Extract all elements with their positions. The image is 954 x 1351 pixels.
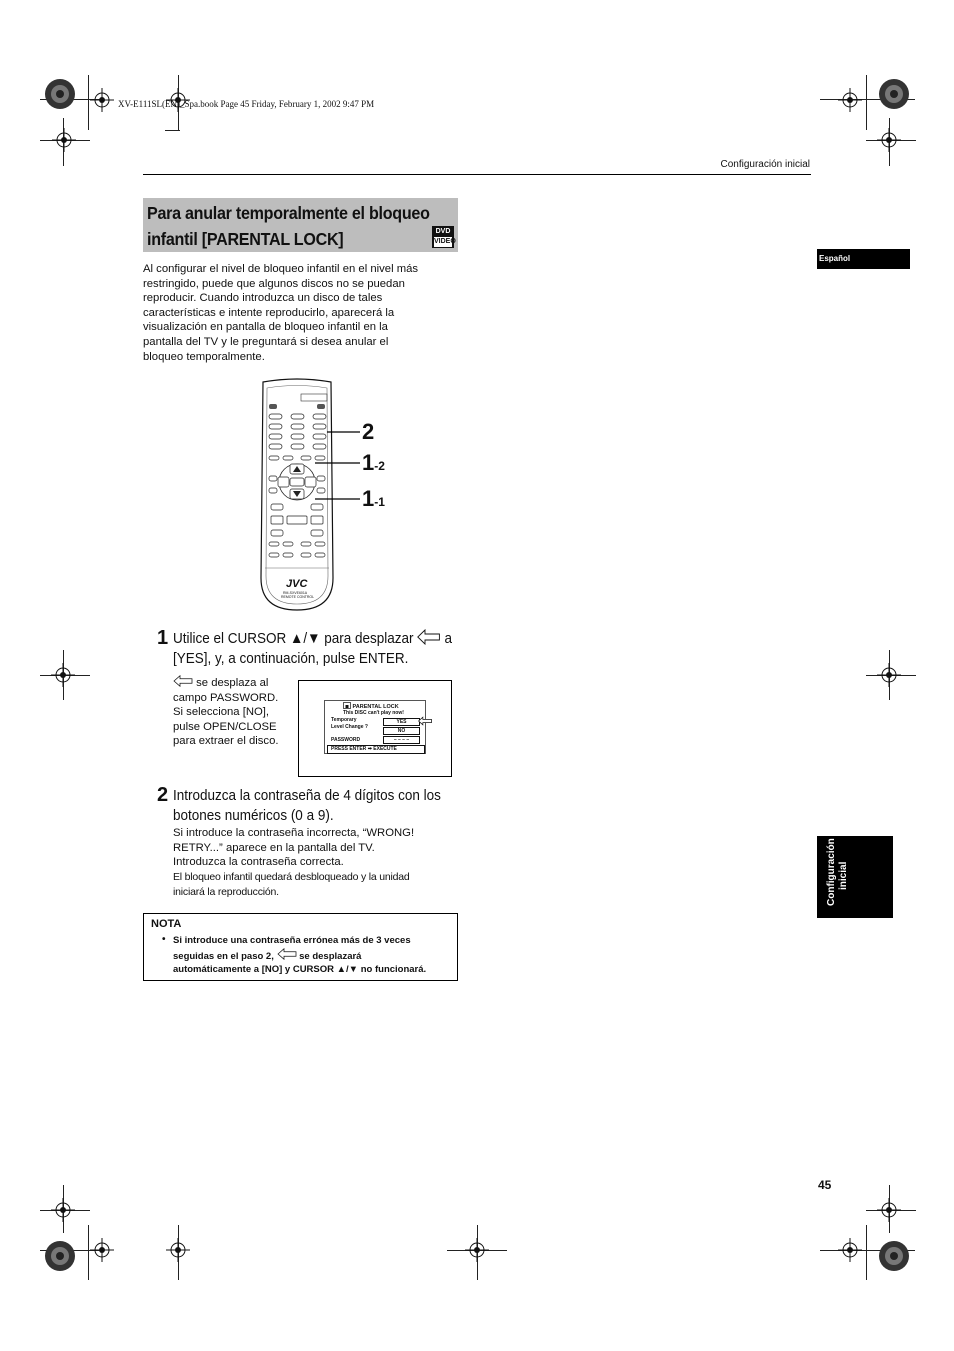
osd-arrow-icon: ➡ xyxy=(367,746,372,752)
callout-step-1-1: 1-1 xyxy=(362,486,385,511)
registration-target-icon xyxy=(51,1198,75,1222)
remote-brand-logo: JVC xyxy=(286,578,308,590)
note-text: Si introduce una contraseña errónea más de 3 veces seguidas en el paso 2, se desplazará automáticamente a [NO] y CURSOR ▲/▼ no funcionará. xyxy=(173,935,427,976)
registration-target-icon xyxy=(90,88,114,112)
intro-line: reproducir. Cuando introduzca un disco de tales xyxy=(143,292,383,305)
step-1-title-part-a: Utilice el CURSOR ▲/▼ para desplazar xyxy=(173,630,414,647)
osd-password-label: PASSWORD xyxy=(331,737,361,743)
registration-target-icon xyxy=(838,1238,862,1262)
registration-star-icon xyxy=(44,78,76,110)
osd-yes-option: YES xyxy=(383,718,420,726)
dvd-video-badge-icon xyxy=(432,226,454,248)
badge-bottom: VIDEO xyxy=(434,238,456,245)
remote-model-line-2: REMOTE CONTROL xyxy=(281,595,315,599)
intro-line: pantalla del TV y le preguntará si desea anular el xyxy=(143,335,389,348)
osd-header xyxy=(343,702,399,710)
step-1-number: 1 xyxy=(157,627,169,649)
intro-line: visualización en pantalla de bloqueo infantil en la xyxy=(143,321,388,334)
intro-line: características e intente reproducirlo, aparecerá la xyxy=(143,306,395,319)
arrow-left-icon xyxy=(277,948,297,960)
registration-target-icon xyxy=(838,88,862,112)
callout-leaders xyxy=(315,420,365,510)
section-title xyxy=(147,200,432,252)
registration-target-icon xyxy=(877,663,901,687)
language-tab: Español xyxy=(817,249,910,269)
registration-target-icon xyxy=(877,128,901,152)
lock-icon xyxy=(343,702,351,709)
section-tab-line-1: Configuración xyxy=(826,838,837,906)
section-tab-line-2: inicial xyxy=(838,861,849,891)
registration-star-icon xyxy=(878,78,910,110)
registration-target-icon xyxy=(877,1198,901,1222)
section-tab-label xyxy=(826,838,850,906)
step-2-number: 2 xyxy=(157,784,169,806)
osd-header-text: PARENTAL LOCK xyxy=(352,704,399,710)
badge-top: DVD xyxy=(435,228,451,235)
step-1-title xyxy=(173,629,461,669)
intro-line: restringido, puede que algunos discos no se puedan xyxy=(143,277,405,290)
header-rule xyxy=(143,174,811,175)
intro-paragraph xyxy=(143,262,461,364)
title-line-2: infantil [PARENTAL LOCK] xyxy=(147,229,344,249)
step-2-body: Si introduce la contraseña incorrecta, “WRONG! RETRY...” aparece en la pantalla del TV. Introduzca la contraseña correcta. xyxy=(173,827,415,869)
remote-model-line-1: RM-SXVE601A xyxy=(283,591,308,595)
parental-lock-osd xyxy=(324,700,426,754)
registration-star-icon xyxy=(878,1240,910,1272)
step-2-title: Introduzca la contraseña de 4 dígitos con los botones numéricos (0 a 9). xyxy=(173,787,441,824)
registration-target-icon xyxy=(166,1238,190,1262)
note-label: NOTA xyxy=(151,918,182,930)
registration-star-icon xyxy=(44,1240,76,1272)
intro-line: bloqueo temporalmente. xyxy=(143,350,265,363)
registration-target-icon xyxy=(52,128,76,152)
osd-password-field: – – – – xyxy=(383,736,420,744)
step-1-note: se desplaza al campo PASSWORD. Si selecciona [NO], pulse OPEN/CLOSE para extraer el disco. xyxy=(173,677,279,748)
page-number: 45 xyxy=(818,1178,832,1192)
registration-target-icon xyxy=(465,1238,489,1262)
running-header: Configuración inicial xyxy=(720,159,810,170)
arrow-left-icon xyxy=(417,629,440,645)
registration-target-icon xyxy=(90,1238,114,1262)
osd-no-option: NO xyxy=(383,727,420,735)
osd-pointer-arrow-icon xyxy=(418,715,432,727)
callout-step-2: 2 xyxy=(362,419,375,444)
step-1-title-line-2: [YES], y, a continuación, pulse ENTER. xyxy=(173,650,409,667)
step-2-body-small: El bloqueo infantil quedará desbloqueado y la unidad iniciará la reproducción. xyxy=(173,871,410,898)
registration-target-icon xyxy=(51,663,75,687)
title-line-1: Para anular temporalmente el bloqueo xyxy=(147,203,430,223)
osd-question: Temporary Level Change ? xyxy=(331,717,368,730)
arrow-left-icon xyxy=(173,675,193,687)
note-bullet: • xyxy=(162,934,166,945)
osd-message: This DISC can't play now! xyxy=(343,710,404,716)
print-info-line: XV-E111SL(EN)_Spa.book Page 45 Friday, February 1, 2002 9:47 PM xyxy=(118,99,375,109)
osd-footer: PRESS ENTER ➡ EXECUTE xyxy=(327,745,425,754)
intro-line: Al configurar el nivel de bloqueo infantil en el nivel más xyxy=(143,263,419,275)
callout-step-1-2: 1-2 xyxy=(362,450,385,475)
step-1-title-part-b: a xyxy=(444,630,452,647)
